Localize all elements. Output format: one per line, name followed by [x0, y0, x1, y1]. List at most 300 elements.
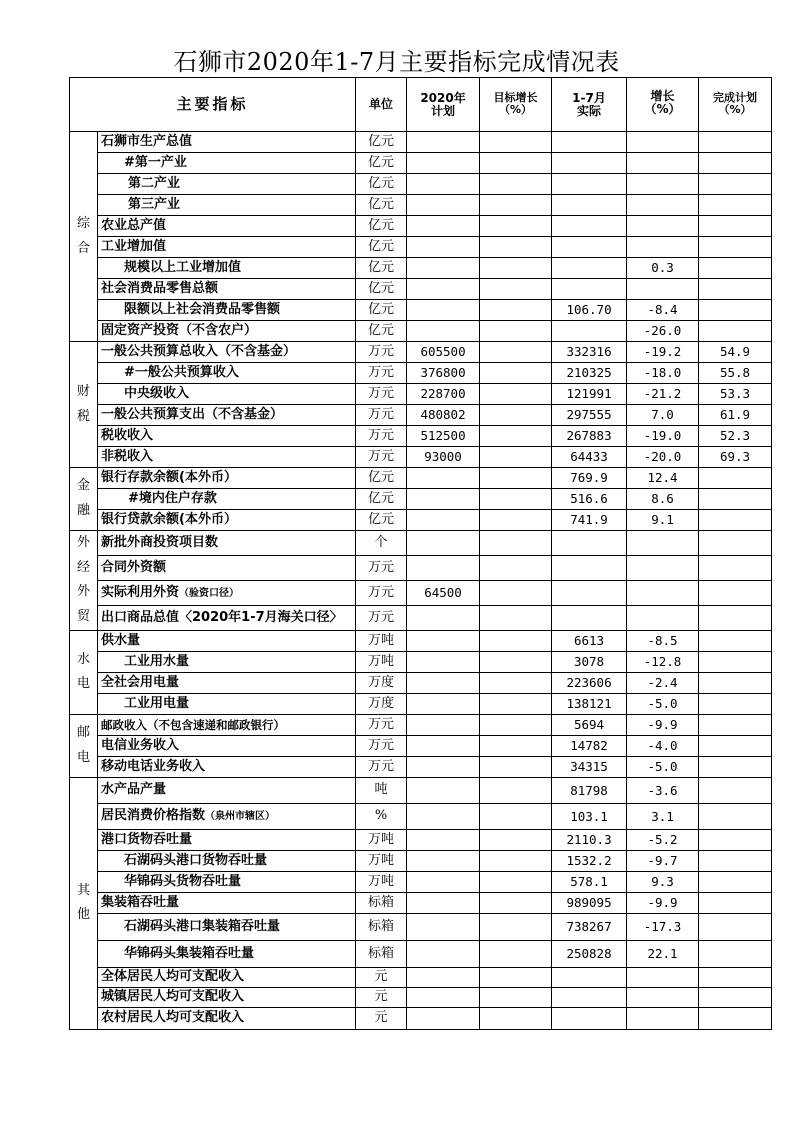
plan-cell	[407, 714, 480, 735]
plan-cell: 480802	[407, 405, 480, 426]
growth-cell	[627, 555, 699, 580]
plan-cell	[407, 321, 480, 342]
completion-cell	[699, 871, 772, 892]
target-growth-cell	[480, 300, 552, 321]
header-growth	[627, 78, 699, 132]
plan-cell	[407, 630, 480, 651]
category-cell	[70, 468, 98, 531]
indicator-label: 限额以上社会消费品零售额	[124, 302, 281, 318]
category-label: 金融	[76, 478, 90, 518]
actual-cell: 2110.3	[552, 829, 627, 850]
plan-cell	[407, 195, 480, 216]
actual-cell	[552, 195, 627, 216]
table-row	[70, 940, 772, 967]
unit-cell: 亿元	[356, 279, 407, 300]
growth-cell: -8.4	[627, 300, 699, 321]
page-title: 石狮市2020年1-7月主要指标完成情况表	[173, 48, 620, 76]
actual-cell: 223606	[552, 672, 627, 693]
plan-cell: 64500	[407, 580, 480, 605]
indicator-cell	[98, 756, 356, 777]
completion-cell	[699, 216, 772, 237]
table-row	[70, 987, 772, 1007]
table-row	[70, 426, 772, 447]
actual-cell	[552, 153, 627, 174]
target-growth-cell	[480, 913, 552, 940]
completion-cell	[699, 803, 772, 829]
plan-cell	[407, 300, 480, 321]
indicator-label: 石狮市生产总值	[101, 134, 193, 150]
indicator-cell	[98, 892, 356, 913]
unit-cell: 万元	[356, 714, 407, 735]
header-actual-label: 1-7月 实际	[572, 90, 606, 118]
completion-cell	[699, 468, 772, 489]
indicator-cell	[98, 342, 356, 363]
actual-cell: 332316	[552, 342, 627, 363]
growth-cell: 7.0	[627, 405, 699, 426]
table-row	[70, 258, 772, 279]
actual-cell	[552, 258, 627, 279]
completion-cell	[699, 237, 772, 258]
indicator-cell	[98, 967, 356, 987]
unit-cell: 万元	[356, 580, 407, 605]
table-row	[70, 405, 772, 426]
actual-cell: 3078	[552, 651, 627, 672]
indicator-cell	[98, 426, 356, 447]
growth-cell: -9.9	[627, 714, 699, 735]
completion-cell	[699, 174, 772, 195]
growth-cell: -19.2	[627, 342, 699, 363]
category-cell	[70, 777, 98, 1029]
indicator-label: 银行存款余额(本外币）	[101, 470, 237, 486]
indicator-cell	[98, 447, 356, 468]
growth-cell	[627, 132, 699, 153]
indicator-label: 邮政收入（不包含速递和邮政银行）	[101, 717, 285, 732]
indicator-label: 居民消费价格指数	[101, 808, 206, 824]
indicator-label: 华锦码头货物吞吐量	[124, 873, 242, 889]
completion-cell	[699, 300, 772, 321]
indicator-label: 非税收入	[101, 449, 154, 465]
actual-cell	[552, 174, 627, 195]
actual-cell	[552, 132, 627, 153]
plan-cell	[407, 651, 480, 672]
target-growth-cell	[480, 940, 552, 967]
plan-cell: 605500	[407, 342, 480, 363]
actual-cell	[552, 987, 627, 1007]
unit-cell: 万元	[356, 405, 407, 426]
table-row	[70, 630, 772, 651]
indicator-cell	[98, 940, 356, 967]
category-label: 财税	[76, 383, 90, 424]
growth-cell	[627, 195, 699, 216]
plan-cell	[407, 756, 480, 777]
indicator-label: 电信业务收入	[101, 737, 180, 753]
unit-cell: 万吨	[356, 651, 407, 672]
plan-cell	[407, 693, 480, 714]
actual-cell: 989095	[552, 892, 627, 913]
target-growth-cell	[480, 384, 552, 405]
indicator-cell	[98, 531, 356, 556]
actual-cell	[552, 279, 627, 300]
target-growth-cell	[480, 321, 552, 342]
completion-cell	[699, 153, 772, 174]
completion-cell	[699, 892, 772, 913]
indicator-cell	[98, 153, 356, 174]
category-cell	[70, 714, 98, 777]
target-growth-cell	[480, 468, 552, 489]
plan-cell: 93000	[407, 447, 480, 468]
plan-cell	[407, 132, 480, 153]
indicator-label: 集装箱吞吐量	[101, 894, 180, 910]
header-actual	[552, 78, 627, 132]
target-growth-cell	[480, 693, 552, 714]
target-growth-cell	[480, 195, 552, 216]
target-growth-cell	[480, 237, 552, 258]
indicator-label: 工业用水量	[124, 653, 190, 669]
growth-cell	[627, 605, 699, 630]
indicator-cell	[98, 913, 356, 940]
indicator-label: 城镇居民人均可支配收入	[101, 989, 245, 1005]
unit-cell: 万元	[356, 384, 407, 405]
actual-cell	[552, 216, 627, 237]
plan-cell	[407, 913, 480, 940]
indicator-label: 合同外资额	[101, 560, 167, 576]
actual-cell	[552, 531, 627, 556]
table-row	[70, 693, 772, 714]
table-row	[70, 195, 772, 216]
completion-cell: 54.9	[699, 342, 772, 363]
indicator-label: 工业增加值	[101, 239, 167, 255]
unit-cell: 元	[356, 967, 407, 987]
completion-cell	[699, 714, 772, 735]
completion-cell	[699, 829, 772, 850]
completion-cell	[699, 630, 772, 651]
indicator-cell	[98, 987, 356, 1007]
plan-cell	[407, 829, 480, 850]
category-cell	[70, 531, 98, 631]
growth-cell: -2.4	[627, 672, 699, 693]
growth-cell: 12.4	[627, 468, 699, 489]
unit-cell: 元	[356, 1007, 407, 1029]
indicator-cell	[98, 258, 356, 279]
target-growth-cell	[480, 555, 552, 580]
growth-cell: -9.9	[627, 892, 699, 913]
growth-cell: -3.6	[627, 777, 699, 803]
plan-cell: 228700	[407, 384, 480, 405]
target-growth-cell	[480, 216, 552, 237]
unit-cell: 万吨	[356, 850, 407, 871]
unit-cell: 万吨	[356, 630, 407, 651]
actual-cell: 516.6	[552, 489, 627, 510]
target-growth-cell	[480, 174, 552, 195]
table-row	[70, 735, 772, 756]
actual-cell: 5694	[552, 714, 627, 735]
growth-cell	[627, 216, 699, 237]
plan-cell	[407, 555, 480, 580]
growth-cell: -19.0	[627, 426, 699, 447]
growth-cell	[627, 967, 699, 987]
plan-cell	[407, 940, 480, 967]
header-growth-label: 增长 （%）	[644, 89, 681, 116]
indicator-cell	[98, 1007, 356, 1029]
plan-cell	[407, 735, 480, 756]
header-unit: 单位	[356, 78, 407, 132]
completion-cell	[699, 555, 772, 580]
indicator-cell	[98, 735, 356, 756]
table-row	[70, 447, 772, 468]
unit-cell: 万元	[356, 756, 407, 777]
indicator-label: 石湖码头港口集装箱吞吐量	[124, 918, 281, 934]
target-growth-cell	[480, 580, 552, 605]
completion-cell	[699, 967, 772, 987]
table-row	[70, 132, 772, 153]
unit-cell: 标箱	[356, 892, 407, 913]
growth-cell: 9.1	[627, 510, 699, 531]
indicator-cell	[98, 132, 356, 153]
indicator-cell	[98, 405, 356, 426]
target-growth-cell	[480, 651, 552, 672]
unit-cell: 亿元	[356, 153, 407, 174]
indicator-cell	[98, 777, 356, 803]
completion-cell: 52.3	[699, 426, 772, 447]
category-label: 外经外贸	[76, 535, 90, 625]
header-row	[70, 78, 772, 132]
table-row	[70, 829, 772, 850]
table-row	[70, 871, 772, 892]
target-growth-cell	[480, 967, 552, 987]
plan-cell	[407, 216, 480, 237]
plan-cell: 376800	[407, 363, 480, 384]
plan-cell	[407, 871, 480, 892]
header-target-growth-label: 目标增长 （%）	[493, 91, 538, 116]
indicator-label: 银行贷款余额(本外币）	[101, 512, 237, 528]
plan-cell	[407, 489, 480, 510]
table-row	[70, 651, 772, 672]
actual-cell: 14782	[552, 735, 627, 756]
indicator-label: 新批外商投资项目数	[101, 535, 219, 551]
actual-cell	[552, 237, 627, 258]
category-label: 水电	[76, 651, 90, 692]
indicator-label: #境内住户存款	[128, 491, 217, 507]
actual-cell	[552, 555, 627, 580]
indicator-label: 港口货物吞吐量	[101, 831, 193, 847]
actual-cell	[552, 1007, 627, 1029]
growth-cell: 0.3	[627, 258, 699, 279]
indicator-label: 规模以上工业增加值	[124, 260, 242, 276]
category-label: 其他	[76, 882, 90, 923]
indicator-note: （验资口径）	[179, 588, 240, 600]
indicator-label: 农村居民人均可支配收入	[101, 1010, 245, 1026]
indicator-label: 第二产业	[128, 176, 181, 192]
completion-cell	[699, 605, 772, 630]
completion-cell	[699, 756, 772, 777]
header-completion-label: 完成计划 （%）	[713, 91, 758, 116]
unit-cell: 万元	[356, 555, 407, 580]
indicator-label: 供水量	[101, 632, 141, 648]
target-growth-cell	[480, 1007, 552, 1029]
table-row	[70, 714, 772, 735]
unit-cell: 万吨	[356, 829, 407, 850]
plan-cell	[407, 531, 480, 556]
growth-cell: 22.1	[627, 940, 699, 967]
completion-cell	[699, 195, 772, 216]
table-row	[70, 1007, 772, 1029]
unit-cell: 亿元	[356, 195, 407, 216]
target-growth-cell	[480, 363, 552, 384]
indicator-label: 一般公共预算支出（不含基金）	[101, 407, 284, 423]
growth-cell	[627, 987, 699, 1007]
completion-cell	[699, 321, 772, 342]
growth-cell: -9.7	[627, 850, 699, 871]
target-growth-cell	[480, 279, 552, 300]
target-growth-cell	[480, 987, 552, 1007]
table-row	[70, 489, 772, 510]
indicator-cell	[98, 630, 356, 651]
indicator-cell	[98, 321, 356, 342]
indicator-cell	[98, 829, 356, 850]
target-growth-cell	[480, 447, 552, 468]
actual-cell	[552, 605, 627, 630]
growth-cell: -17.3	[627, 913, 699, 940]
growth-cell: -5.2	[627, 829, 699, 850]
unit-cell: 亿元	[356, 468, 407, 489]
actual-cell: 6613	[552, 630, 627, 651]
indicator-label: 水产品产量	[101, 782, 167, 798]
completion-cell: 55.8	[699, 363, 772, 384]
indicator-label: 全社会用电量	[101, 674, 180, 690]
header-plan	[407, 78, 480, 132]
plan-cell	[407, 279, 480, 300]
actual-cell	[552, 321, 627, 342]
plan-cell	[407, 987, 480, 1007]
plan-cell	[407, 174, 480, 195]
table-row	[70, 174, 772, 195]
indicator-cell	[98, 384, 356, 405]
unit-cell: 亿元	[356, 321, 407, 342]
target-growth-cell	[480, 803, 552, 829]
completion-cell	[699, 489, 772, 510]
indicator-cell	[98, 605, 356, 630]
target-growth-cell	[480, 426, 552, 447]
actual-cell: 741.9	[552, 510, 627, 531]
target-growth-cell	[480, 630, 552, 651]
target-growth-cell	[480, 672, 552, 693]
table-row	[70, 321, 772, 342]
actual-cell: 1532.2	[552, 850, 627, 871]
plan-cell	[407, 1007, 480, 1029]
actual-cell	[552, 967, 627, 987]
unit-cell: 万吨	[356, 871, 407, 892]
table-row	[70, 892, 772, 913]
table-row	[70, 605, 772, 630]
plan-cell	[407, 468, 480, 489]
target-growth-cell	[480, 714, 552, 735]
indicator-label: 固定资产投资（不含农户）	[101, 323, 258, 339]
actual-cell: 578.1	[552, 871, 627, 892]
growth-cell: -18.0	[627, 363, 699, 384]
actual-cell: 34315	[552, 756, 627, 777]
table-row	[70, 153, 772, 174]
growth-cell: -5.0	[627, 693, 699, 714]
unit-cell: 万度	[356, 693, 407, 714]
indicator-cell	[98, 489, 356, 510]
indicator-label: 移动电话业务收入	[101, 758, 206, 774]
growth-cell	[627, 153, 699, 174]
indicator-label: 一般公共预算总收入（不含基金）	[101, 344, 297, 360]
target-growth-cell	[480, 405, 552, 426]
growth-cell: -12.8	[627, 651, 699, 672]
unit-cell: 万元	[356, 605, 407, 630]
indicator-label: 中央级收入	[124, 386, 190, 402]
actual-cell: 297555	[552, 405, 627, 426]
category-cell	[70, 630, 98, 714]
unit-cell: 标箱	[356, 913, 407, 940]
completion-cell	[699, 693, 772, 714]
growth-cell	[627, 279, 699, 300]
actual-cell: 121991	[552, 384, 627, 405]
indicator-cell	[98, 871, 356, 892]
indicator-cell	[98, 363, 356, 384]
target-growth-cell	[480, 850, 552, 871]
table-row	[70, 510, 772, 531]
unit-cell: 亿元	[356, 489, 407, 510]
indicator-note: （泉州市辖区）	[205, 811, 276, 823]
indicator-label: 华锦码头集装箱吞吐量	[124, 945, 255, 961]
table-row	[70, 363, 772, 384]
indicator-cell	[98, 195, 356, 216]
target-growth-cell	[480, 132, 552, 153]
actual-cell: 106.70	[552, 300, 627, 321]
target-growth-cell	[480, 777, 552, 803]
target-growth-cell	[480, 489, 552, 510]
growth-cell	[627, 174, 699, 195]
indicator-label: 全体居民人均可支配收入	[101, 969, 245, 985]
category-label: 邮电	[76, 725, 90, 765]
target-growth-cell	[480, 735, 552, 756]
header-target-growth	[480, 78, 552, 132]
growth-cell: -4.0	[627, 735, 699, 756]
indicator-cell	[98, 174, 356, 195]
table-row	[70, 342, 772, 363]
target-growth-cell	[480, 342, 552, 363]
plan-cell	[407, 258, 480, 279]
indicator-cell	[98, 510, 356, 531]
indicator-label: 工业用电量	[124, 695, 190, 711]
completion-cell	[699, 850, 772, 871]
category-cell	[70, 342, 98, 468]
actual-cell: 64433	[552, 447, 627, 468]
indicator-cell	[98, 693, 356, 714]
plan-cell	[407, 850, 480, 871]
plan-cell	[407, 605, 480, 630]
indicator-cell	[98, 555, 356, 580]
plan-cell	[407, 237, 480, 258]
growth-cell: 9.3	[627, 871, 699, 892]
target-growth-cell	[480, 871, 552, 892]
growth-cell	[627, 237, 699, 258]
actual-cell: 267883	[552, 426, 627, 447]
unit-cell: 万元	[356, 426, 407, 447]
category-label: 综合	[76, 215, 90, 256]
unit-cell: 亿元	[356, 510, 407, 531]
target-growth-cell	[480, 892, 552, 913]
unit-cell: 吨	[356, 777, 407, 803]
actual-cell: 81798	[552, 777, 627, 803]
table-row	[70, 580, 772, 605]
indicator-cell	[98, 580, 356, 605]
completion-cell	[699, 580, 772, 605]
unit-cell: 万度	[356, 672, 407, 693]
growth-cell: -8.5	[627, 630, 699, 651]
